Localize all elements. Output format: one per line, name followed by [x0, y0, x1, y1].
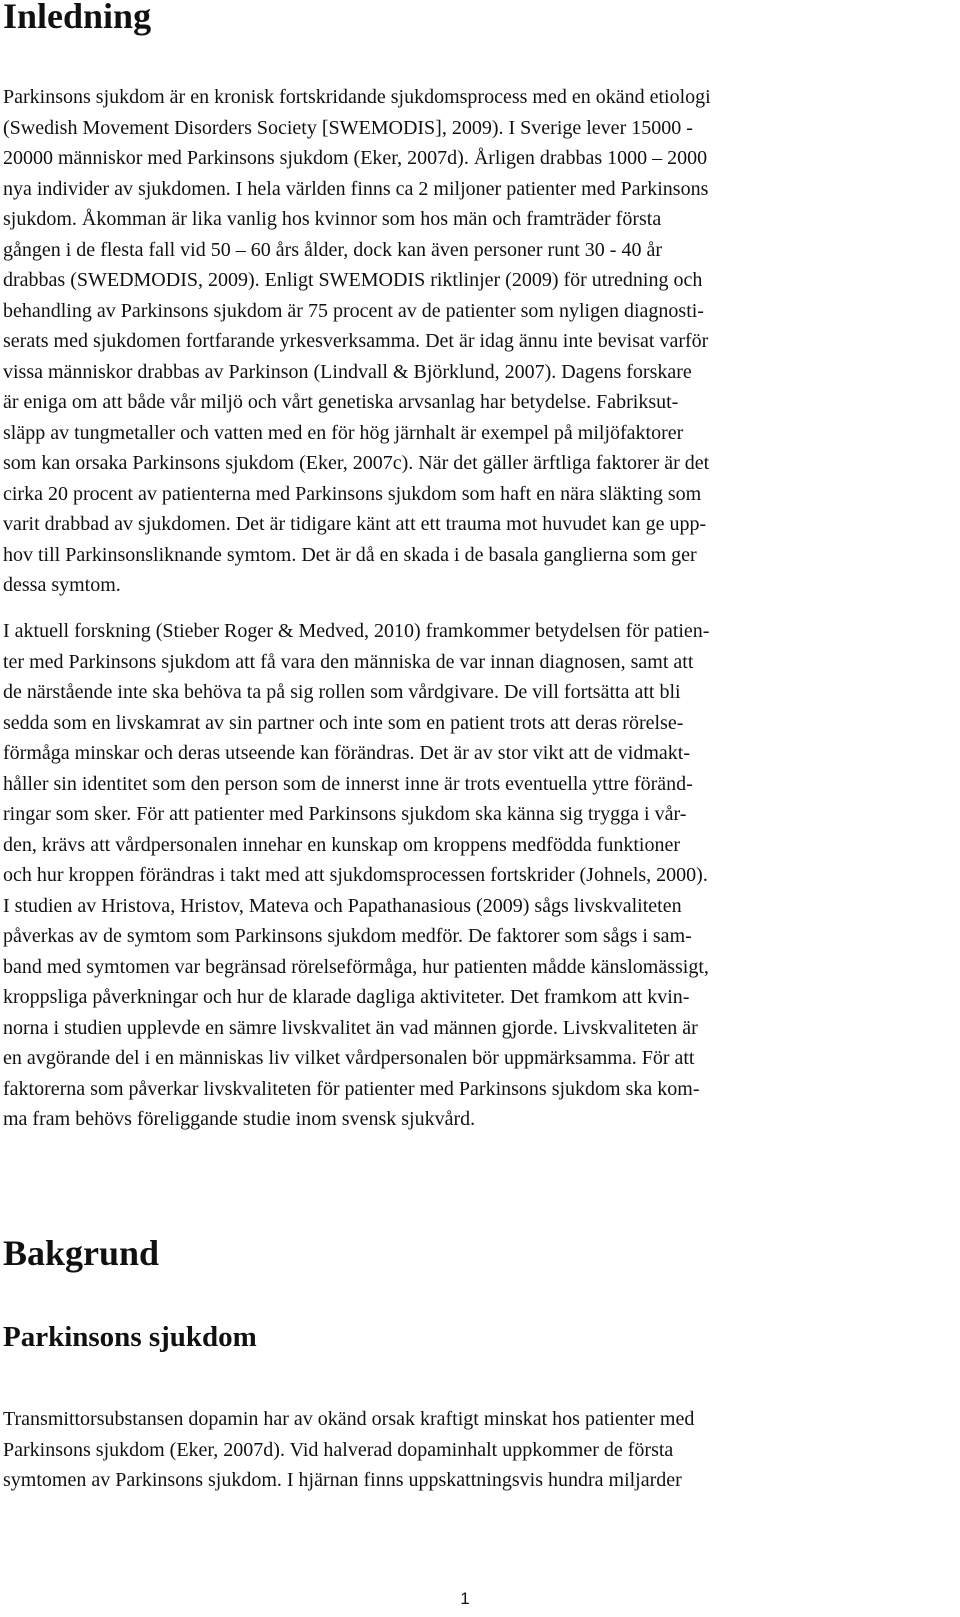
text-line: håller sin identitet som den person som de innerst inne är trots eventuella yttre föränd- [3, 772, 693, 795]
text-line: är eniga om att både vår miljö och vårt genetiska arvsanlag har betydelse. Fabriksut- [3, 391, 679, 413]
text-line: I studien av Hristova, Hristov, Mateva och Papathanasious (2009) sågs livskvaliteten [3, 894, 682, 917]
text-line: nya individer av sjukdomen. I hela världen finns ca 2 miljoner patienter med Parkinsons [3, 177, 709, 200]
text-line: Parkinsons sjukdom är en kronisk fortskridande sjukdomsprocess med en okänd etiologi [3, 86, 711, 108]
heading-parkinsons-sjukdom: Parkinsons sjukdom [3, 1321, 257, 1353]
text-line: Transmittorsubstansen dopamin har av okänd orsak kraftigt minskat hos patienter med [3, 1408, 695, 1430]
text-line: Parkinsons sjukdom (Eker, 2007d). Vid halverad dopaminhalt uppkommer de första [3, 1438, 674, 1461]
text-line: och hur kroppen förändras i takt med att sjukdomsprocessen fortskrider (Johnels, 2000). [3, 864, 708, 886]
page-number: 1 [460, 1589, 470, 1608]
text-line: ma fram behövs föreliggande studie inom svensk sjukvård. [3, 1108, 476, 1130]
text-line: drabbas (SWEDMODIS, 2009). Enligt SWEMODIS riktlinjer (2009) för utredning och [3, 269, 703, 291]
text-line: dessa symtom. [3, 574, 121, 596]
text-line: de närstående inte ska behöva ta på sig rollen som vårdgivare. De vill fortsätta att bli [3, 681, 681, 703]
text-line: 20000 människor med Parkinsons sjukdom (Eker, 2007d). Årligen drabbas 1000 – 2000 [3, 147, 708, 169]
text-line: serats med sjukdomen fortfarande yrkesverksamma. Det är idag ännu inte bevisat varför [3, 330, 709, 352]
text-line: påverkas av de symtom som Parkinsons sjukdom medför. De faktorer som sågs i sam- [3, 925, 692, 947]
text-line: (Swedish Movement Disorders Society [SWEMODIS], 2009). I Sverige lever 15000 - [3, 116, 693, 139]
text-line: hov till Parkinsonsliknande symtom. Det är då en skada i de basala ganglierna som ger [3, 543, 697, 566]
text-line: kroppsliga påverkningar och hur de klarade dagliga aktiviteter. Det framkom att kvin- [3, 986, 690, 1008]
text-line: cirka 20 procent av patienterna med Parkinsons sjukdom som haft en nära släkting som [3, 482, 702, 505]
heading-inledning: Inledning [3, 0, 152, 36]
text-line: norna i studien upplevde en sämre livskvalitet än vad männen gjorde. Livskvaliteten är [3, 1016, 698, 1039]
text-line: förmåga minskar och deras utseende kan förändras. Det är av stor vikt att de vidmakt- [3, 742, 690, 764]
heading-bakgrund: Bakgrund [3, 1233, 160, 1273]
text-line: symtomen av Parkinsons sjukdom. I hjärnan finns uppskattningsvis hundra miljarder [3, 1469, 682, 1491]
text-line: gången i de flesta fall vid 50 – 60 års ålder, dock kan även personer runt 30 - 40 år [3, 238, 662, 261]
text-line: en avgörande del i en människas liv vilket vårdpersonalen bör uppmärksamma. För att [3, 1047, 695, 1069]
text-line: släpp av tungmetaller och vatten med en för hög järnhalt är exempel på miljöfaktorer [3, 421, 684, 444]
text-line: behandling av Parkinsons sjukdom är 75 procent av de patienter som nyligen diagnosti- [3, 299, 704, 322]
text-line: sjukdom. Åkomman är lika vanlig hos kvinnor som hos män och framträder första [3, 208, 662, 230]
paragraph-research [3, 616, 943, 1135]
text-line: varit drabbad av sjukdomen. Det är tidigare känt att ett trauma mot huvudet kan ge upp- [3, 513, 707, 535]
text-line: faktorerna som påverkar livskvaliteten för patienter med Parkinsons sjukdom ska kom- [3, 1077, 700, 1100]
text-line: den, krävs att vårdpersonalen innehar en kunskap om kroppens medfödda funktioner [3, 833, 681, 856]
paragraph-bakgrund [3, 1404, 943, 1496]
text-line: I aktuell forskning (Stieber Roger & Medved, 2010) framkommer betydelsen för patien- [3, 620, 710, 642]
text-line: ter med Parkinsons sjukdom att få vara den människa de var innan diagnosen, samt att [3, 650, 694, 673]
text-line: band med symtomen var begränsad rörelseförmåga, hur patienten mådde känslomässigt, [3, 955, 709, 978]
text-line: vissa människor drabbas av Parkinson (Lindvall & Björklund, 2007). Dagens forskare [3, 360, 692, 383]
text-line: ringar som sker. För att patienter med Parkinsons sjukdom ska känna sig trygga i vår- [3, 803, 687, 825]
text-line: som kan orsaka Parkinsons sjukdom (Eker, 2007c). När det gäller ärftliga faktorer är det [3, 452, 710, 474]
paragraph-intro [3, 82, 943, 601]
text-line: sedda som en livskamrat av sin partner och inte som en patient trots att deras rörelse- [3, 711, 684, 734]
